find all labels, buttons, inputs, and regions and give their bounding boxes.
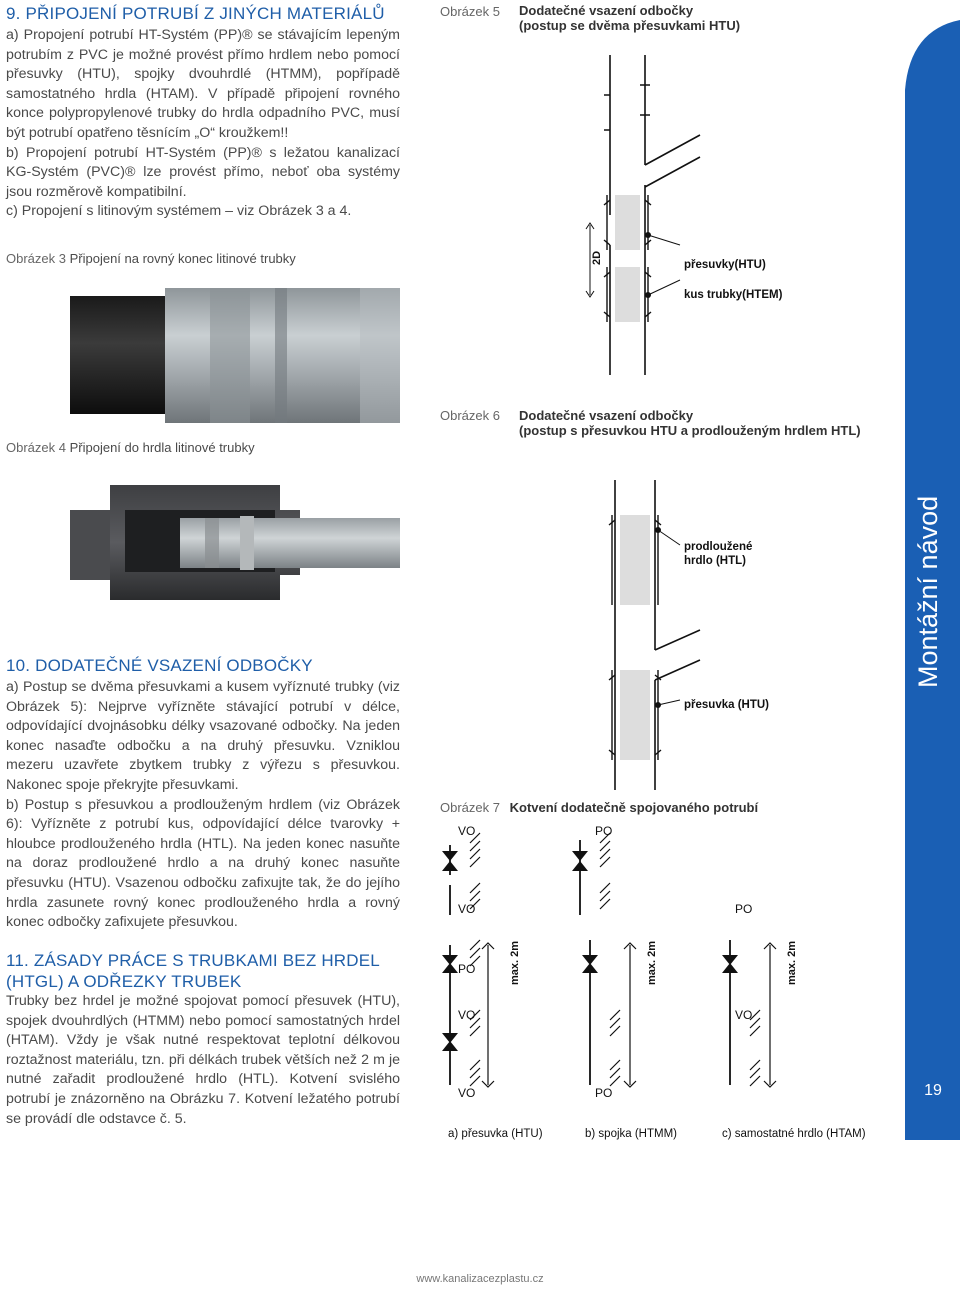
fig3-title: Připojení na rovný konec litinové trubky [69,251,296,266]
fig4-caption [6,440,255,455]
section10-body [6,678,400,933]
fig7-vo-c: VO [735,1008,753,1022]
fig7-max-b: max. 2m [646,940,658,985]
fig4-title: Připojení do hrdla litinové trubky [69,440,255,455]
section9-paragraph-b: b) Propojení potrubí HT-Systém (PP)® s ležatou kanalizací KG-Systém (PVC)® lze provést přímo, neboť oba systémy jsou rozměrově kompatibilní. [6,144,400,200]
fig5-callout-kus-trubky: kus trubky(HTEM) [684,289,783,301]
fig7-caption [440,800,758,815]
section9-body [6,26,400,222]
fig5-title-line1: Dodatečné vsazení odbočky [519,3,694,18]
fig7-title: Kotvení dodatečně spojovaného potrubí [509,800,759,815]
fig5-label: Obrázek 5 [440,4,500,19]
fig6-callout-htl-line2: hrdlo (HTL) [684,555,746,567]
fig7-label: Obrázek 7 [440,800,500,815]
fig7-vo-mid-a: VO [458,902,476,916]
fig7-vo-bottom-a: VO [458,1086,476,1100]
fig7-caption-b: b) spojka (HTMM) [585,1128,678,1140]
fig7-vo-top-a: VO [458,824,476,838]
fig5-title-line2: (postup se dvěma přesuvkami HTU) [519,18,741,33]
side-tab-label: Montážní návod [913,495,943,688]
section10-paragraph-b: b) Postup s přesuvkou a prodlouženým hrdlem (viz Obrázek 6): Vyřízněte z potrubí kus, odpovídající délce tvarovky + hloubce prodlouženého hrdla (HTL). Na jeden konec nasuňte na doraz prodloužené hrdlo a na druhý konec nasuňte přesuvku (HTU). Vsazenou odbočku zafixujte tak, že do jejího hrdla zasunete rovný konec prodlouženého hrdla a rovný konec odbočky zafixujete přesuvkou. [6,796,400,931]
fig4-photo [70,480,400,605]
fig3-photo [70,288,400,423]
fig7-po-a: PO [458,962,476,976]
fig6-title [519,408,861,438]
fig7-po-top-b: PO [595,824,613,838]
fig7-caption-c: c) samostatné hrdlo (HTAM) [722,1128,866,1140]
fig5-title [519,3,740,33]
fig6-callout-htu: přesuvka (HTU) [684,699,769,711]
fig7-caption-a: a) přesuvka (HTU) [448,1128,543,1140]
section9-paragraph-c: c) Propojení s litinovým systémem – viz Obrázek 3 a 4. [6,203,352,220]
fig7-po-bottom-b: PO [595,1086,613,1100]
fig5-callout-presuvky: přesuvky(HTU) [684,259,766,271]
section11-body [6,992,400,1129]
section9-heading: 9. PŘIPOJENÍ POTRUBÍ Z JINÝCH MATERIÁLŮ [6,4,385,23]
fig7-max-a: max. 2m [509,940,521,985]
section9-paragraph-a: a) Propojení potrubí HT-Systém (PP)® se stávajícím lepeným potrubím z PVC je možné provést přímo hrdlem nebo pomocí přesuvky (HTU), spojky dvouhrdlé (HTMM), popřípadě samostatného hrdla (HTAM). V případě připojení rovného konce polypropylenové trubky do hrdla odpadního PVC, musí být potrubí opatřeno těsnícím „O“ kroužkem!! [6,27,400,141]
fig6-callout-htl-line1: prodloužené [684,541,753,553]
fig5-diagram [580,55,800,375]
section11-heading-line1: 11. ZÁSADY PRÁCE S TRUBKAMI BEZ HRDEL [6,951,380,970]
section11-paragraph: Trubky bez hrdel je možné spojovat pomocí přesuvek (HTU), spojek dvouhrdlých (HTMM) nebo pomocí samostatných hrdel (HTAM). Vždy je však nutné respektovat teplotní délkovou roztažnost materiálu, tzn. při délkách trubek větších než 2 m je nutné zařadit prodloužené hrdlo (HTL). Kotvení svislého potrubí je znázorněno na Obrázku 7. Kotvení ležatého potrubí se provádí dle odstavce č. 5. [6,993,400,1127]
footer-url[interactable]: www.kanalizacezplastu.cz [416,1273,544,1285]
fig7-diagram [430,815,880,1145]
fig3-label: Obrázek 3 [6,251,66,266]
fig6-title-line1: Dodatečné vsazení odbočky [519,408,694,423]
fig7-po-top-c: PO [735,902,753,916]
fig5-dim-2d: 2D [591,250,603,265]
section11-heading-line2: (HTGL) A ODŘEZKY TRUBEK [6,972,242,991]
fig6-title-line2: (postup s přesuvkou HTU a prodlouženým hrdlem HTL) [519,423,861,438]
section11-heading [6,950,416,992]
page-number: 19 [924,1082,942,1099]
fig6-label: Obrázek 6 [440,408,500,423]
fig7-vo-a: VO [458,1008,476,1022]
section10-paragraph-a: a) Postup se dvěma přesuvkami a kusem vyříznuté trubky (viz Obrázek 5): Nejprve vyřízněte stávající potrubí v délce, odpovídající dvojnásobku délky vsazované odbočky. Na jeden konec nasaďte odbočku a na druhý přesuvku. Vzniklou mezeru uzavřete zbytkem trubky z výřezu s přesuvkou. Nakonec spoje překryjte přesuvkami. [6,679,400,793]
fig4-label: Obrázek 4 [6,440,66,455]
section10-heading: 10. DODATEČNÉ VSAZENÍ ODBOČKY [6,656,313,675]
fig7-max-c: max. 2m [786,940,798,985]
fig3-caption [6,251,296,266]
fig6-diagram [580,470,800,790]
side-tab-label-wrap [913,495,953,918]
